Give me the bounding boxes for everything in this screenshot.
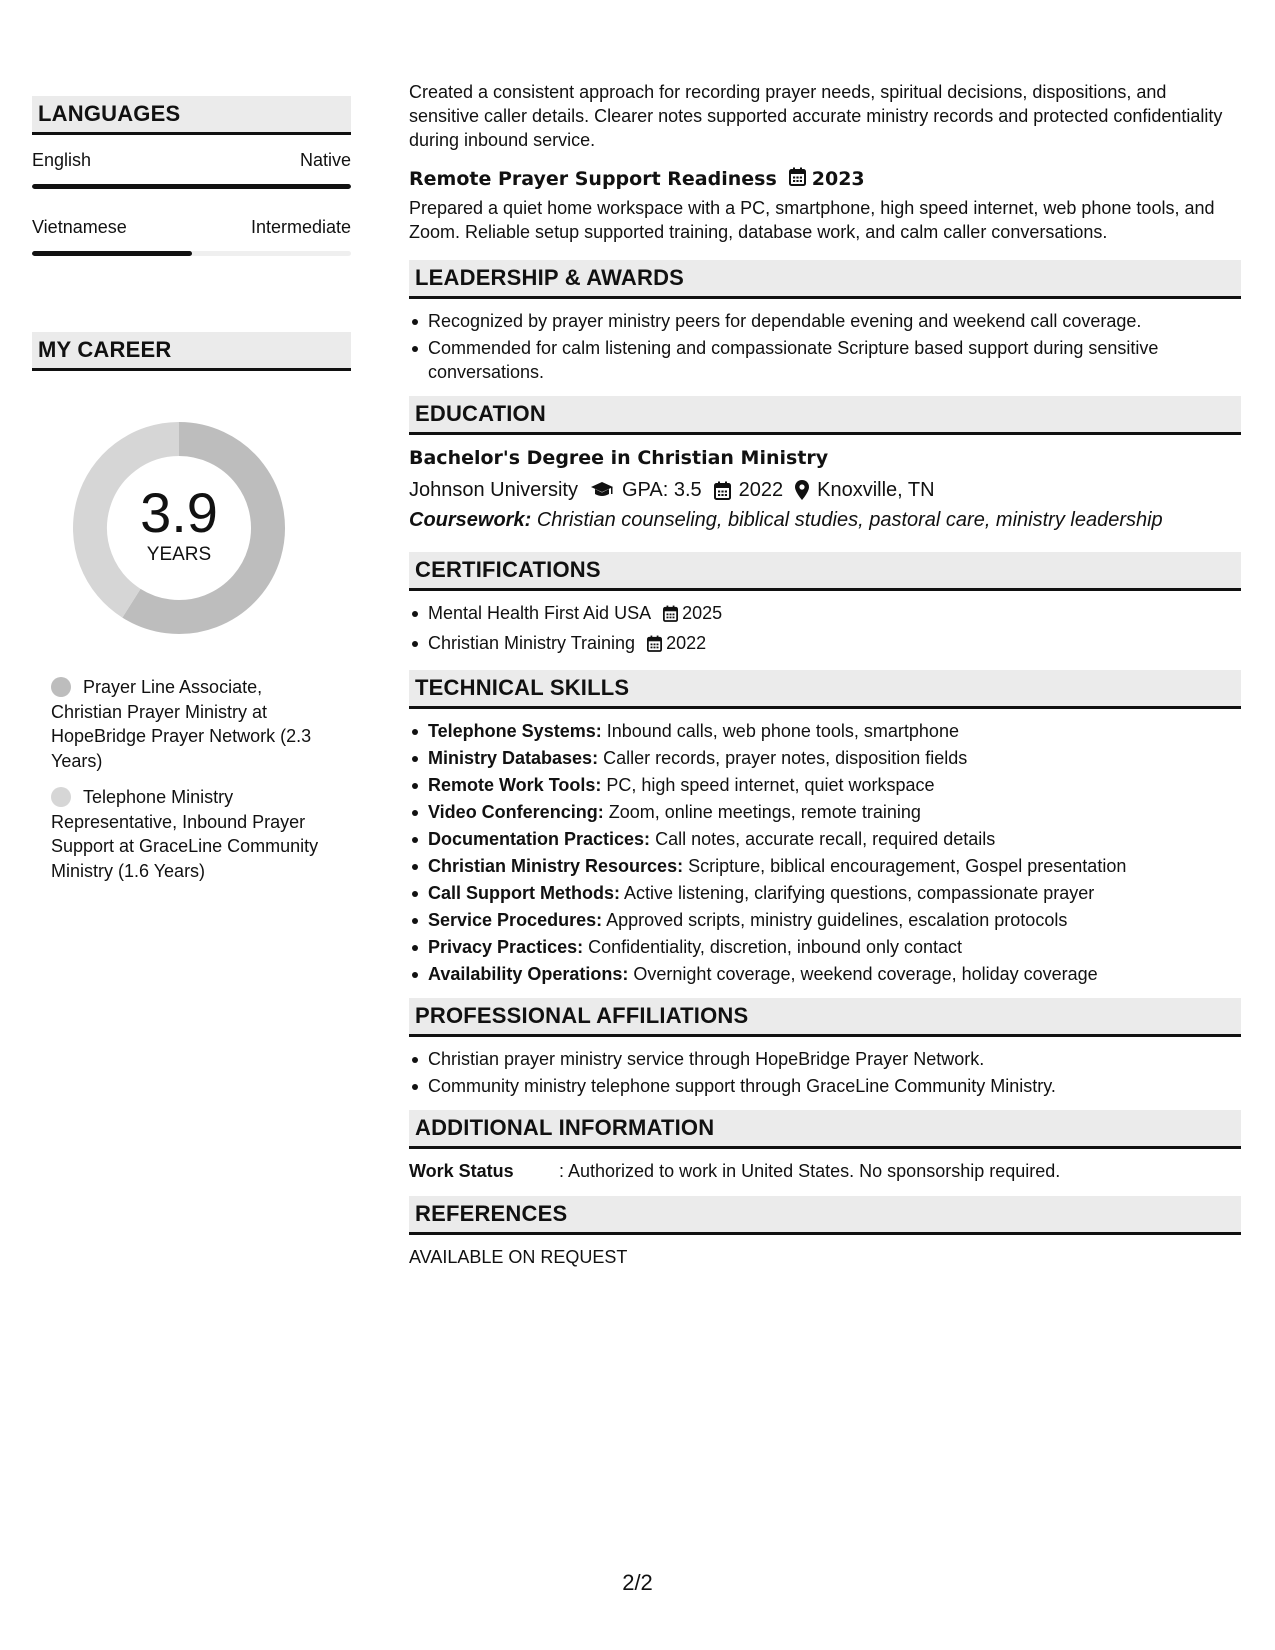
language-level: Intermediate: [250, 217, 351, 237]
language-proficiency-fill: [32, 184, 351, 189]
skill-item: [409, 773, 1241, 797]
skill-label: Telephone Systems:: [428, 721, 602, 741]
skill-text: Scripture, biblical encouragement, Gospel presentation: [688, 856, 1127, 876]
language-proficiency-bar: [32, 251, 351, 256]
skill-text: Approved scripts, ministry guidelines, escalation protocols: [606, 910, 1068, 930]
skill-item: [409, 881, 1241, 905]
calendar-icon: [663, 604, 678, 628]
calendar-icon: [789, 167, 806, 191]
skills-heading: TECHNICAL SKILLS: [409, 670, 1241, 709]
skill-label: Remote Work Tools:: [428, 775, 602, 795]
right-column: [409, 80, 1241, 1268]
languages-heading: LANGUAGES: [32, 96, 351, 135]
legend-dot-icon: [51, 787, 71, 807]
certification-year: 2025: [682, 603, 723, 623]
skill-label: Christian Ministry Resources:: [428, 856, 684, 876]
career-role-label: Telephone Ministry Representative, Inbound Prayer Support at GraceLine Community Ministry (1.6 Years): [51, 787, 319, 881]
education-heading: EDUCATION: [409, 396, 1241, 435]
language-name: English: [32, 150, 92, 170]
career-total-years: 3.9: [140, 481, 218, 544]
affiliations-section: [409, 998, 1241, 1098]
affiliations-heading: PROFESSIONAL AFFILIATIONS: [409, 998, 1241, 1037]
language-proficiency-bar: [32, 184, 351, 189]
skill-item: [409, 719, 1241, 743]
location-pin-icon: [795, 480, 809, 500]
list-item: Commended for calm listening and compassionate Scripture based support during sensitive conversations.: [409, 336, 1241, 384]
skills-section: [409, 670, 1241, 986]
skill-text: PC, high speed internet, quiet workspace: [606, 775, 935, 795]
additional-section: [409, 1110, 1241, 1182]
project-title: Remote Prayer Support Readiness: [409, 168, 777, 190]
work-status-value: : Authorized to work in United States. No sponsorship required.: [559, 1161, 1061, 1181]
list-item: [409, 601, 1241, 628]
language-proficiency-fill: [32, 251, 192, 256]
references-section: [409, 1196, 1241, 1268]
left-column: [32, 96, 351, 895]
skill-label: Documentation Practices:: [428, 829, 651, 849]
skill-text: Confidentiality, discretion, inbound only contact: [588, 937, 963, 957]
certification-name: Mental Health First Aid USA: [428, 603, 652, 623]
language-item: [32, 150, 351, 189]
language-name: Vietnamese: [32, 217, 127, 237]
skill-label: Video Conferencing:: [428, 802, 604, 822]
skill-text: Caller records, prayer notes, disposition fields: [603, 748, 968, 768]
education-meta: [409, 477, 1241, 503]
additional-heading: ADDITIONAL INFORMATION: [409, 1110, 1241, 1149]
career-years-unit: YEARS: [146, 544, 212, 565]
skill-label: Call Support Methods:: [428, 883, 620, 903]
certifications-section: [409, 552, 1241, 658]
experience-description: Created a consistent approach for recording prayer needs, spiritual decisions, dispositions, and sensitive caller details. Clearer notes supported accurate ministry records and protected confidentiality during inbound service.: [409, 82, 1223, 150]
career-role-item: [51, 675, 331, 773]
skill-item: [409, 854, 1241, 878]
career-donut-chart: [66, 415, 292, 641]
career-role-label: Prayer Line Associate, Christian Prayer Ministry at HopeBridge Prayer Network (2.3 Years): [51, 677, 312, 771]
list-item: Community ministry telephone support through GraceLine Community Ministry.: [409, 1074, 1241, 1098]
career-role-item: [51, 785, 331, 883]
skill-label: Service Procedures:: [428, 910, 603, 930]
skill-item: [409, 827, 1241, 851]
gpa: GPA: 3.5: [621, 478, 702, 501]
project-description: Prepared a quiet home workspace with a PC, smartphone, high speed internet, web phone tools, and Zoom. Reliable setup supported training, database work, and calm caller conversations.: [409, 198, 1215, 242]
coursework: [409, 509, 1241, 532]
skill-text: Zoom, online meetings, remote training: [608, 802, 921, 822]
skill-label: Privacy Practices:: [428, 937, 584, 957]
skill-label: Ministry Databases:: [428, 748, 599, 768]
education-location: Knoxville, TN: [817, 478, 935, 501]
skill-item: [409, 800, 1241, 824]
skill-item: [409, 935, 1241, 959]
career-heading: MY CAREER: [32, 332, 351, 371]
list-item: [409, 631, 1241, 658]
language-level: Native: [299, 150, 351, 170]
skill-text: Call notes, accurate recall, required details: [655, 829, 996, 849]
certification-name: Christian Ministry Training: [428, 633, 636, 653]
page-number: 2/2: [622, 1570, 653, 1595]
legend-dot-icon: [51, 677, 71, 697]
list-item: Recognized by prayer ministry peers for dependable evening and weekend call coverage.: [409, 309, 1241, 333]
graduation-cap-icon: [590, 481, 614, 499]
education-year: 2022: [738, 478, 784, 501]
skill-text: Inbound calls, web phone tools, smartphone: [606, 721, 959, 741]
school-name: Johnson University: [409, 478, 578, 501]
coursework-label: Coursework:: [409, 509, 532, 531]
leadership-section: [409, 260, 1241, 384]
calendar-icon: [714, 481, 731, 500]
skill-item: [409, 962, 1241, 986]
project-year: 2023: [811, 168, 865, 190]
skill-item: [409, 746, 1241, 770]
references-heading: REFERENCES: [409, 1196, 1241, 1235]
degree-title: Bachelor's Degree in Christian Ministry: [409, 447, 829, 469]
leadership-heading: LEADERSHIP & AWARDS: [409, 260, 1241, 299]
skill-text: Active listening, clarifying questions, compassionate prayer: [624, 883, 1095, 903]
language-item: [32, 217, 351, 256]
list-item: Christian prayer ministry service through HopeBridge Prayer Network.: [409, 1047, 1241, 1071]
skill-label: Availability Operations:: [428, 964, 629, 984]
skill-item: [409, 908, 1241, 932]
certification-year: 2022: [666, 633, 707, 653]
work-status-label: Work Status: [409, 1161, 514, 1181]
references-text: AVAILABLE ON REQUEST: [409, 1247, 628, 1267]
education-section: [409, 396, 1241, 532]
career-legend: [32, 675, 351, 883]
project-title-row: [409, 166, 1241, 192]
coursework-text: Christian counseling, biblical studies, pastoral care, ministry leadership: [536, 509, 1163, 531]
certifications-heading: CERTIFICATIONS: [409, 552, 1241, 591]
calendar-icon: [647, 634, 662, 658]
skill-text: Overnight coverage, weekend coverage, holiday coverage: [633, 964, 1098, 984]
